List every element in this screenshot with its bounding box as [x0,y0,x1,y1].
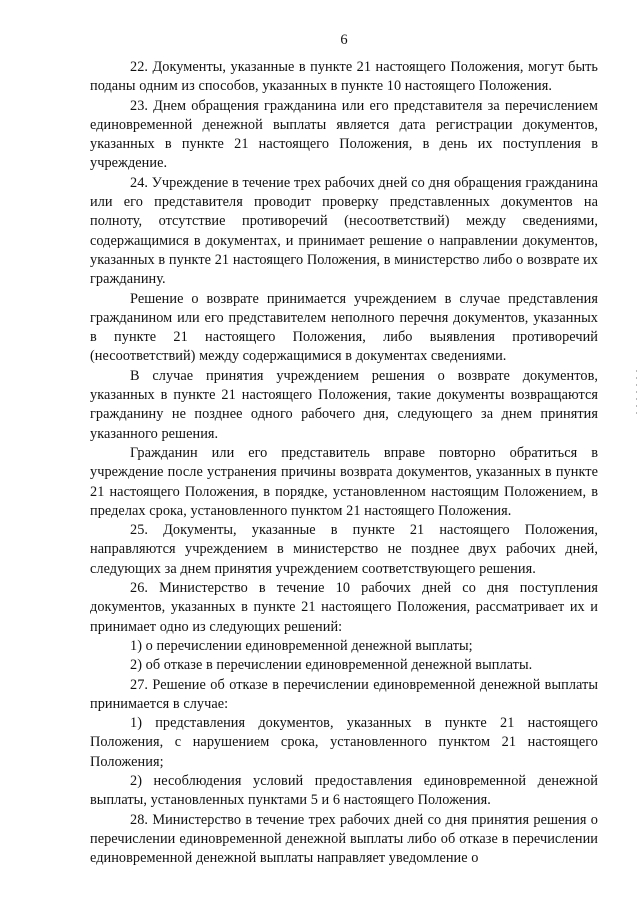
document-page [90,30,598,868]
paragraph-27-item-1: 1) представления документов, указанных в пункте 21 настоящего Положения, с нарушением срока, установленного пунктом 21 настоящего Положения; [90,715,598,770]
paragraph-26: 26. Министерство в течение 10 рабочих дней со дня поступления документов, указанных в пункте 21 настоящего Положения, рассматривает их и принимает одно из следующих решений: [90,580,598,635]
paragraph-23: 23. Днем обращения гражданина или его представителя за перечислением единовременной денежной выплаты является дата регистрации документов, указанных в пункте 21 настоящего Положения, в день их поступления в учреждение. [90,97,598,172]
paragraph-24-return-decision: Решение о возврате принимается учреждением в случае представления гражданином или его представителем неполного перечня документов, указанных в пункте 21 настоящего Положения, либо выявления противоречий (несоответствий) между содержащимися в документах сведениями. [90,290,598,365]
paragraph-24-return-documents: В случае принятия учреждением решения о возврате документов, указанных в пункте 21 настоящего Положения, такие документы возвращаются гражданину не позднее одного рабочего дня, следующего за днем принятия указанного решения. [90,367,598,442]
scan-edge-marks [636,370,638,430]
paragraph-22: 22. Документы, указанные в пункте 21 настоящего Положения, могут быть поданы одним из способов, указанных в пункте 10 настоящего Положения. [90,59,598,95]
paragraph-25: 25. Документы, указанные в пункте 21 настоящего Положения, направляются учреждением в министерство не позднее двух рабочих дней, следующих за днем принятия учреждением соответствующего решения. [90,522,598,577]
page-number: 6 [340,32,348,48]
paragraph-28: 28. Министерство в течение трех рабочих дней со дня принятия решения о перечислении единовременной денежной выплаты либо об отказе в перечислении единовременной денежной выплаты направляет уведомление о [90,811,598,867]
paragraph-27-item-2: 2) несоблюдения условий предоставления единовременной денежной выплаты, установленных пунктами 5 и 6 настоящего Положения. [90,772,598,809]
paragraph-24: 24. Учреждение в течение трех рабочих дней со дня обращения гражданина или его представителя проводит проверку представленных документов на полноту, отсутствие противоречий (несоответствий) между сведениями, содержащимися в документах, и принимает решение о направлении документов, указанных в пункте 21 настоящего Положения, в министерство либо о возврате их гражданину. [90,174,598,288]
paragraph-26-item-2: 2) об отказе в перечислении единовременной денежной выплаты. [130,657,533,674]
paragraph-27: 27. Решение об отказе в перечислении единовременной денежной выплаты принимается в случае: [90,676,598,712]
paragraph-24-repeat-application: Гражданин или его представитель вправе повторно обратиться в учреждение после устранения причины возврата документов, указанных в пункте 21 настоящего Положения, в порядке, установленном настоящим Положением, в пределах срока, установленного пунктом 21 настоящего Положения. [90,444,598,519]
paragraph-26-item-1: 1) о перечислении единовременной денежной выплаты; [130,637,473,654]
